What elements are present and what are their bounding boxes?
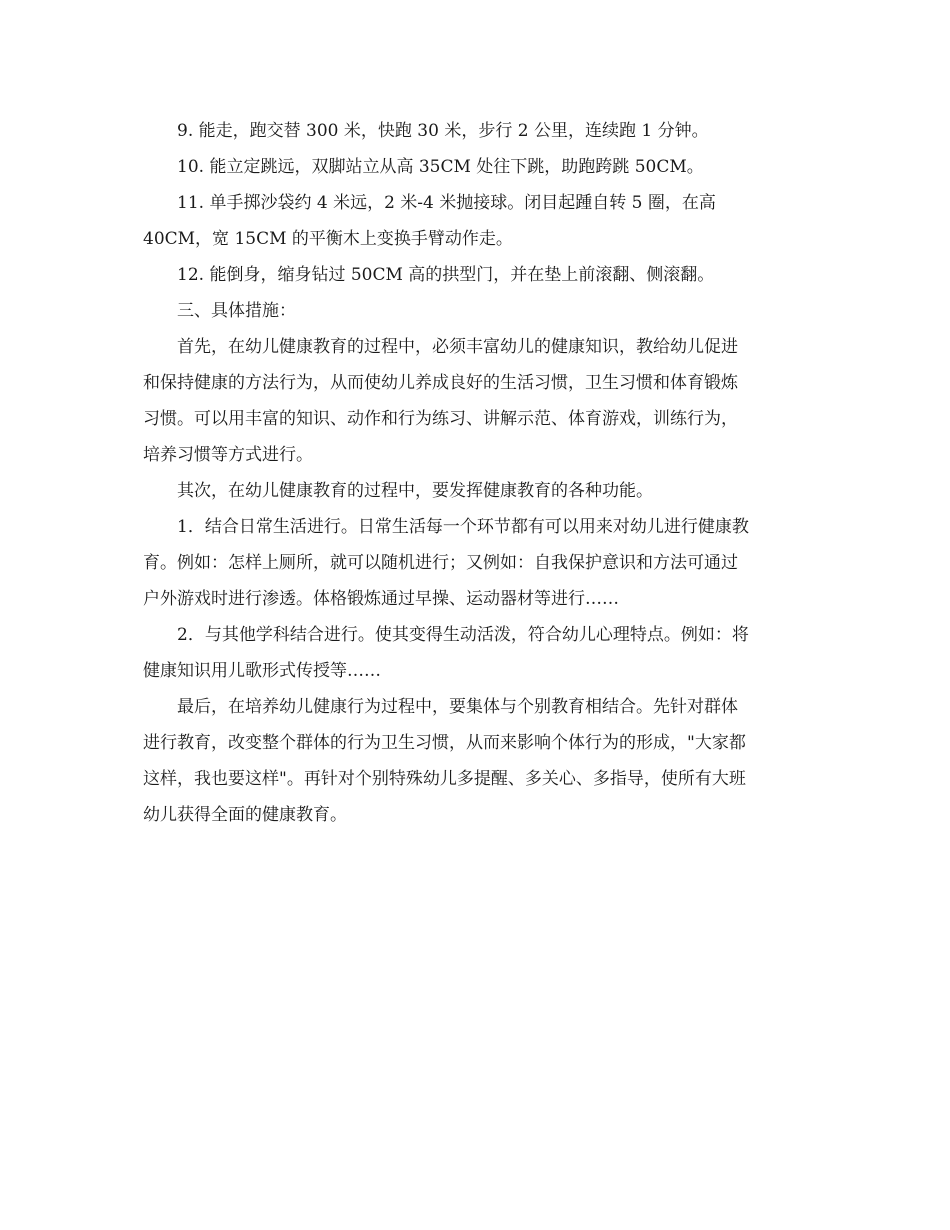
text-line: 11. 单手掷沙袋约 4 米远，2 米-4 米抛接球。闭目起踵自转 5 圈，在高 xyxy=(177,193,716,213)
text-line: 12. 能倒身，缩身钻过 50CM 高的拱型门，并在垫上前滚翻、侧滚翻。 xyxy=(177,265,715,285)
paragraph xyxy=(143,689,808,833)
text-line: 进行教育，改变整个群体的行为卫生习惯，从而来影响个体行为的形成，"大家都 xyxy=(143,733,746,753)
text-line: 2．与其他学科结合进行。使其变得生动活泼，符合幼儿心理特点。例如：将 xyxy=(177,625,749,645)
text-line: 1．结合日常生活进行。日常生活每一个环节都有可以用来对幼儿进行健康教 xyxy=(177,517,749,537)
text-line: 其次，在幼儿健康教育的过程中，要发挥健康教育的各种功能。 xyxy=(177,481,653,501)
paragraph xyxy=(143,113,808,149)
text-line: 首先，在幼儿健康教育的过程中，必须丰富幼儿的健康知识，教给幼儿促进 xyxy=(177,337,738,357)
paragraph xyxy=(143,617,808,689)
paragraph xyxy=(143,473,808,509)
paragraph xyxy=(143,329,808,473)
paragraph xyxy=(143,257,808,293)
text-line: 户外游戏时进行渗透。体格锻炼通过早操、运动器材等进行…… xyxy=(143,589,619,609)
text-line: 这样，我也要这样"。再针对个别特殊幼儿多提醒、多关心、多指导，使所有大班 xyxy=(143,769,746,789)
text-line: 40CM，宽 15CM 的平衡木上变换手臂动作走。 xyxy=(143,229,513,249)
text-line: 培养习惯等方式进行。 xyxy=(143,445,313,465)
text-line: 习惯。可以用丰富的知识、动作和行为练习、讲解示范、体育游戏，训练行为， xyxy=(143,409,738,429)
paragraph xyxy=(143,509,808,617)
text-line: 最后，在培养幼儿健康行为过程中，要集体与个别教育相结合。先针对群体 xyxy=(177,697,738,717)
text-line: 和保持健康的方法行为，从而使幼儿养成良好的生活习惯，卫生习惯和体育锻炼 xyxy=(143,373,738,393)
text-line: 育。例如：怎样上厕所，就可以随机进行；又例如：自我保护意识和方法可通过 xyxy=(143,553,738,573)
text-line: 9. 能走，跑交替 300 米，快跑 30 米，步行 2 公里，连续跑 1 分钟。 xyxy=(177,121,709,141)
paragraph xyxy=(143,149,808,185)
document-body xyxy=(143,113,808,833)
text-line: 10. 能立定跳远，双脚站立从高 35CM 处往下跳，助跑跨跳 50CM。 xyxy=(177,157,704,177)
paragraph xyxy=(143,293,808,329)
text-line: 三、具体措施： xyxy=(177,301,296,321)
text-line: 健康知识用儿歌形式传授等…… xyxy=(143,661,381,681)
paragraph xyxy=(143,185,808,257)
text-line: 幼儿获得全面的健康教育。 xyxy=(143,805,347,825)
